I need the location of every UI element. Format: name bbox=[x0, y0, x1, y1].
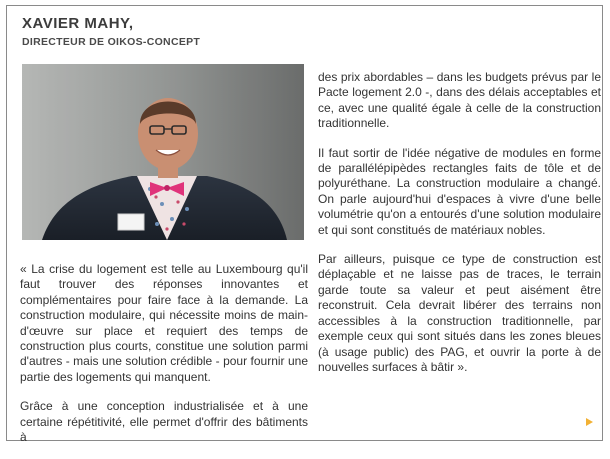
interview-card bbox=[6, 5, 603, 445]
right-paragraph-3: Par ailleurs, puisque ce type de construction est déplaçable et ne laisse pas de traces, le terrain garde toute sa valeur et peut aisément être reconstruit. Cela devrait libérer des terrains non accessibles à la construction traditionnelle, par exemple ceux qui sont situés dans les zones bleues (à usage public) des PAG, et ouvrir la porte à de nouvelles surfaces à bâtir ». bbox=[318, 252, 601, 374]
left-column bbox=[20, 262, 308, 459]
person-role: DIRECTEUR DE OIKOS-CONCEPT bbox=[22, 36, 201, 48]
person-name: XAVIER MAHY, bbox=[22, 15, 134, 32]
right-paragraph-1: des prix abordables – dans les budgets prévus par le Pacte logement 2.0 -, dans des délais acceptables et ce, avec une qualité égale à celle de la construction traditionnelle. bbox=[318, 70, 601, 131]
portrait-photo-icon bbox=[22, 64, 304, 240]
triangle-right-icon[interactable] bbox=[586, 418, 593, 426]
right-paragraph-2: Il faut sortir de l'idée négative de modules en forme de parallélépipèdes rectangles faits de tôle et de polyuréthane. La construction modulaire a changé. On parle aujourd'hui d'espaces à vivre d'une belle volumétrie qu'on a entourés d'une solution modulaire et qui sont constitués de matériaux nobles. bbox=[318, 145, 601, 237]
left-paragraph-2: Grâce à une conception industrialisée et à une certaine répétitivité, elle permet d'offrir des bâtiments à bbox=[20, 399, 308, 445]
left-paragraph-1: « La crise du logement est telle au Luxembourg qu'il faut trouver des réponses innovantes et complémentaires pour faire face à la demande. La construction modulaire, qui nécessite moins de main-d'œuvre sur place et requiert des temps de construction plus courts, constitue une solution parmi d'autres - mais une solution crédible - pour fournir une partie des logements qui manquent. bbox=[20, 262, 308, 384]
right-column bbox=[318, 70, 601, 389]
